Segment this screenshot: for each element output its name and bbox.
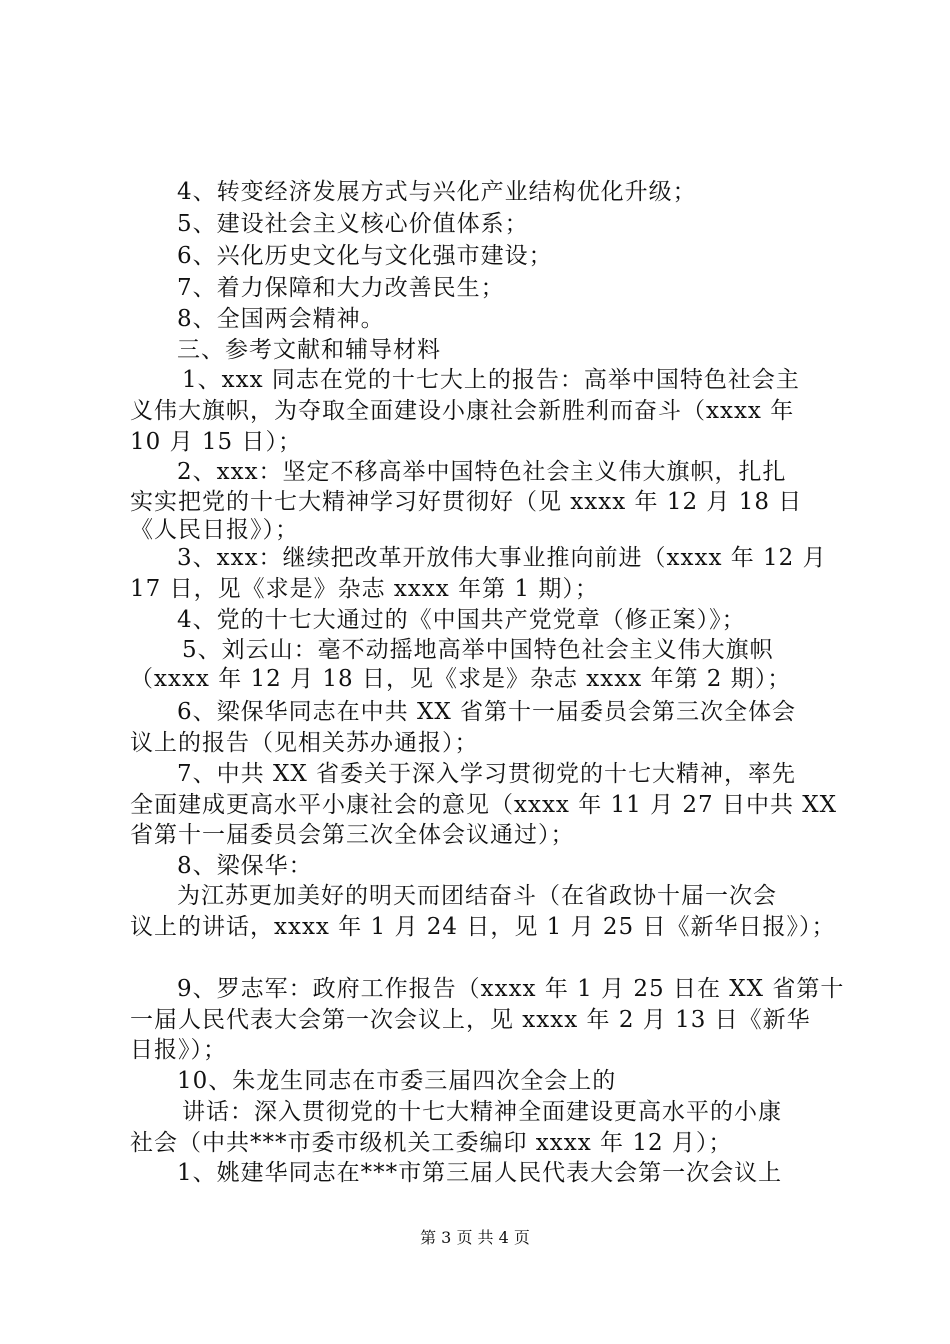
text-line: 5、刘云山：毫不动摇地高举中国特色社会主义伟大旗帜 bbox=[182, 637, 774, 663]
text-line: 省第十一届委员会第三次全体会议通过）； bbox=[130, 822, 575, 848]
text-line: 社会（中共***市委市级机关工委编印 xxxx 年 12 月）； bbox=[130, 1130, 733, 1156]
text-line: 《人民日报》）； bbox=[130, 517, 299, 543]
text-line: 4、党的十七大通过的《中国共产党党章（修正案）》； bbox=[177, 607, 746, 633]
text-line: 10 月 15 日）； bbox=[130, 429, 302, 455]
text-line: 一届人民代表大会第一次会议上，见 xxxx 年 2 月 13 日《新华 bbox=[130, 1007, 811, 1033]
text-line: 议上的报告（见相关苏办通报）； bbox=[130, 730, 479, 756]
text-line: 7、中共 XX 省委关于深入学习贯彻党的十七大精神，率先 bbox=[177, 761, 797, 787]
text-line: 9、罗志军：政府工作报告（xxxx 年 1 月 25 日在 XX 省第十 bbox=[177, 976, 845, 1002]
text-line: 日报》）； bbox=[130, 1037, 227, 1063]
text-line: 6、兴化历史文化与文化强市建设； bbox=[177, 243, 553, 269]
text-line: 8、梁保华： bbox=[177, 853, 313, 879]
text-line: 为江苏更加美好的明天而团结奋斗（在省政协十届一次会 bbox=[177, 883, 777, 909]
text-line: （xxxx 年 12 月 18 日，见《求是》杂志 xxxx 年第 2 期）； bbox=[130, 666, 792, 692]
text-line: 义伟大旗帜，为夺取全面建设小康社会新胜利而奋斗（xxxx 年 bbox=[130, 398, 795, 424]
text-line: 1、xxx 同志在党的十七大上的报告：高举中国特色社会主 bbox=[182, 367, 800, 393]
text-line: 议上的讲话，xxxx 年 1 月 24 日，见 1 月 25 日《新华日报》）； bbox=[130, 914, 836, 940]
text-line: 4、转变经济发展方式与兴化产业结构优化升级； bbox=[177, 179, 697, 205]
text-line: 8、全国两会精神。 bbox=[177, 306, 385, 332]
text-line: 全面建成更高水平小康社会的意见（xxxx 年 11 月 27 日中共 XX bbox=[130, 792, 838, 818]
text-line: 2、xxx：坚定不移高举中国特色社会主义伟大旗帜，扎扎 bbox=[177, 459, 787, 485]
text-line: 实实把党的十七大精神学习好贯彻好（见 xxxx 年 12 月 18 日 bbox=[130, 489, 803, 515]
text-line: 3、xxx：继续把改革开放伟大事业推向前进（xxxx 年 12 月 bbox=[177, 545, 827, 571]
text-line: 10、朱龙生同志在市委三届四次全会上的 bbox=[177, 1068, 617, 1094]
text-line: 讲话：深入贯彻党的十七大精神全面建设更高水平的小康 bbox=[182, 1099, 782, 1125]
text-line: 17 日，见《求是》杂志 xxxx 年第 1 期）； bbox=[130, 576, 599, 602]
text-line: 7、着力保障和大力改善民生； bbox=[177, 275, 505, 301]
text-line: 5、建设社会主义核心价值体系； bbox=[177, 211, 529, 237]
text-line: 1、姚建华同志在***市第三届人民代表大会第一次会议上 bbox=[177, 1160, 783, 1186]
page-footer: 第 3 页 共 4 页 bbox=[420, 1228, 530, 1247]
section-heading: 三、参考文献和辅导材料 bbox=[177, 337, 441, 363]
text-line: 6、梁保华同志在中共 XX 省第十一届委员会第三次全体会 bbox=[177, 699, 797, 725]
